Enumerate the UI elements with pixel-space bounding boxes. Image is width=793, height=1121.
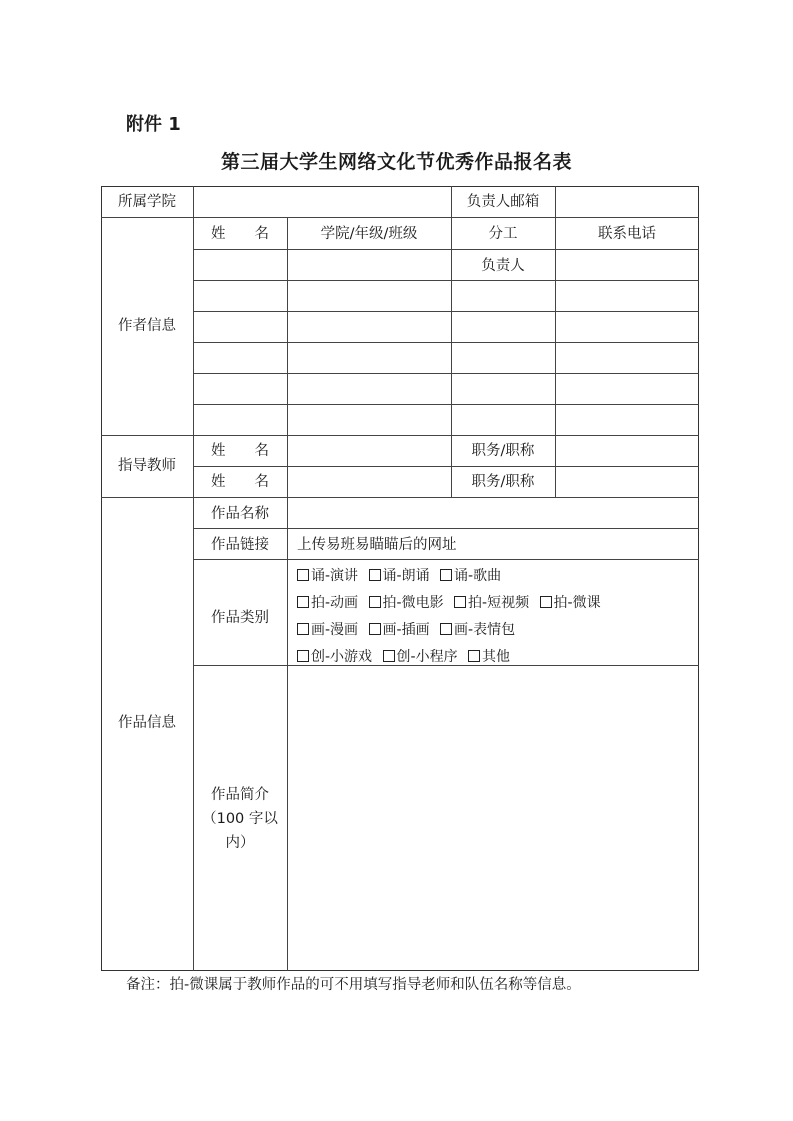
advisor-section-label: 指导教师 [118,458,176,474]
category-option[interactable]: 创-小游戏 [297,649,372,665]
author-role-header: 分工 [488,226,518,242]
attachment-label: 附件 1 [126,114,181,135]
category-option[interactable]: 画-插画 [369,622,430,638]
footnote: 备注：拍-微课属于教师作品的可不用填写指导老师和队伍名称等信息。 [126,977,581,993]
checkbox-icon[interactable] [468,650,480,662]
advisor-title-label-1: 职务/职称 [471,443,535,459]
work-section-label: 作品信息 [118,715,176,731]
checkbox-icon[interactable] [540,596,552,608]
checkbox-icon[interactable] [369,623,381,635]
work-name-input[interactable] [288,498,698,528]
author-section-label: 作者信息 [118,318,176,334]
leader-email-input[interactable] [556,187,698,217]
checkbox-icon[interactable] [440,623,452,635]
category-row-4 [297,646,516,666]
college-label: 所属学院 [118,194,176,210]
leader-role-cell: 负责人 [481,258,525,274]
category-row-2 [297,592,607,612]
author-college-header: 学院/年级/班级 [320,226,418,242]
category-row-1 [297,565,507,585]
category-option[interactable]: 画-漫画 [297,622,358,638]
advisor-name-label-2: 姓 名 [211,474,269,490]
category-option[interactable]: 拍-微电影 [369,595,444,611]
author-phone-header: 联系电话 [598,226,656,242]
category-row-3 [297,619,521,639]
checkbox-icon[interactable] [297,623,309,635]
work-link-label: 作品链接 [211,537,269,553]
category-option[interactable]: 创-小程序 [383,649,458,665]
category-option[interactable]: 拍-短视频 [454,595,529,611]
advisor-name-label-1: 姓 名 [211,443,269,459]
checkbox-icon[interactable] [383,650,395,662]
checkbox-icon[interactable] [297,596,309,608]
category-option[interactable]: 拍-微课 [540,595,601,611]
work-intro-input[interactable] [288,666,698,970]
work-name-label: 作品名称 [211,506,269,522]
work-link-hint: 上传易班易瞄瞄后的网址 [297,537,457,553]
category-option[interactable]: 诵-歌曲 [440,568,501,584]
work-category-label: 作品类别 [211,610,269,626]
category-option[interactable]: 拍-动画 [297,595,358,611]
checkbox-icon[interactable] [440,569,452,581]
checkbox-icon[interactable] [297,650,309,662]
form-title: 第三届大学生网络文化节优秀作品报名表 [220,151,572,173]
leader-email-label: 负责人邮箱 [466,194,540,210]
college-input[interactable] [194,187,451,217]
checkbox-icon[interactable] [297,569,309,581]
category-option[interactable]: 诵-演讲 [297,568,358,584]
checkbox-icon[interactable] [369,569,381,581]
author-name-header: 姓 名 [211,226,269,242]
checkbox-icon[interactable] [369,596,381,608]
checkbox-icon[interactable] [454,596,466,608]
category-option[interactable]: 画-表情包 [440,622,515,638]
category-option[interactable]: 其他 [468,649,510,665]
advisor-title-label-2: 职务/职称 [471,474,535,490]
work-intro-label: 作品简介 （100 字以 内） [202,787,278,851]
category-option[interactable]: 诵-朗诵 [369,568,430,584]
